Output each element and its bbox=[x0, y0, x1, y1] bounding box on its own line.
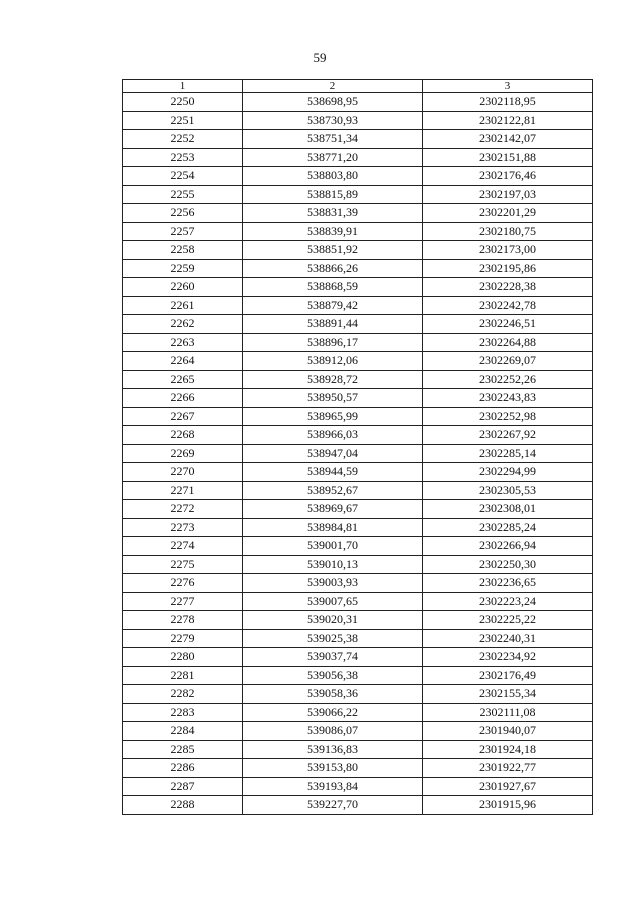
x-coordinate-cell: 539003,93 bbox=[243, 574, 423, 593]
point-number-cell: 2282 bbox=[123, 685, 243, 704]
point-number-cell: 2255 bbox=[123, 185, 243, 204]
x-coordinate-cell: 538966,03 bbox=[243, 426, 423, 445]
point-number-cell: 2271 bbox=[123, 481, 243, 500]
table-row bbox=[123, 648, 593, 667]
x-coordinate-cell: 538950,57 bbox=[243, 389, 423, 408]
x-coordinate-cell: 539010,13 bbox=[243, 555, 423, 574]
table-row bbox=[123, 389, 593, 408]
y-coordinate-cell: 2302308,01 bbox=[423, 500, 593, 519]
x-coordinate-cell: 538891,44 bbox=[243, 315, 423, 334]
point-number-cell: 2257 bbox=[123, 222, 243, 241]
y-coordinate-cell: 2302180,75 bbox=[423, 222, 593, 241]
table-row bbox=[123, 518, 593, 537]
point-number-cell: 2263 bbox=[123, 333, 243, 352]
point-number-cell: 2268 bbox=[123, 426, 243, 445]
y-coordinate-cell: 2302173,00 bbox=[423, 241, 593, 260]
point-number-cell: 2265 bbox=[123, 370, 243, 389]
y-coordinate-cell: 2302252,26 bbox=[423, 370, 593, 389]
table-row bbox=[123, 426, 593, 445]
coordinates-table bbox=[122, 79, 593, 815]
table-row bbox=[123, 167, 593, 186]
y-coordinate-cell: 2302223,24 bbox=[423, 592, 593, 611]
point-number-cell: 2285 bbox=[123, 740, 243, 759]
y-coordinate-cell: 2302242,78 bbox=[423, 296, 593, 315]
point-number-cell: 2278 bbox=[123, 611, 243, 630]
point-number-cell: 2283 bbox=[123, 703, 243, 722]
x-coordinate-cell: 538868,59 bbox=[243, 278, 423, 297]
table-row bbox=[123, 407, 593, 426]
y-coordinate-cell: 2302197,03 bbox=[423, 185, 593, 204]
x-coordinate-cell: 538944,59 bbox=[243, 463, 423, 482]
y-coordinate-cell: 2302234,92 bbox=[423, 648, 593, 667]
point-number-cell: 2277 bbox=[123, 592, 243, 611]
x-coordinate-cell: 538896,17 bbox=[243, 333, 423, 352]
table-row bbox=[123, 685, 593, 704]
x-coordinate-cell: 538952,67 bbox=[243, 481, 423, 500]
table-row bbox=[123, 592, 593, 611]
table-row bbox=[123, 352, 593, 371]
table-row bbox=[123, 722, 593, 741]
table-row bbox=[123, 93, 593, 112]
table-header bbox=[123, 80, 593, 93]
table-body bbox=[123, 93, 593, 815]
x-coordinate-cell: 538771,20 bbox=[243, 148, 423, 167]
table-row bbox=[123, 204, 593, 223]
y-coordinate-cell: 2302252,98 bbox=[423, 407, 593, 426]
y-coordinate-cell: 2302122,81 bbox=[423, 111, 593, 130]
x-coordinate-cell: 538698,95 bbox=[243, 93, 423, 112]
y-coordinate-cell: 2302250,30 bbox=[423, 555, 593, 574]
table-row bbox=[123, 333, 593, 352]
point-number-cell: 2254 bbox=[123, 167, 243, 186]
point-number-cell: 2281 bbox=[123, 666, 243, 685]
x-coordinate-cell: 538969,67 bbox=[243, 500, 423, 519]
table-row bbox=[123, 629, 593, 648]
table-row bbox=[123, 259, 593, 278]
point-number-cell: 2261 bbox=[123, 296, 243, 315]
point-number-cell: 2264 bbox=[123, 352, 243, 371]
y-coordinate-cell: 2302236,65 bbox=[423, 574, 593, 593]
y-coordinate-cell: 2302305,53 bbox=[423, 481, 593, 500]
point-number-cell: 2258 bbox=[123, 241, 243, 260]
y-coordinate-cell: 2302111,08 bbox=[423, 703, 593, 722]
x-coordinate-cell: 538912,06 bbox=[243, 352, 423, 371]
x-coordinate-cell: 538851,92 bbox=[243, 241, 423, 260]
y-coordinate-cell: 2302201,29 bbox=[423, 204, 593, 223]
y-coordinate-cell: 2301915,96 bbox=[423, 796, 593, 815]
point-number-cell: 2270 bbox=[123, 463, 243, 482]
point-number-cell: 2259 bbox=[123, 259, 243, 278]
x-coordinate-cell: 539007,65 bbox=[243, 592, 423, 611]
y-coordinate-cell: 2302228,38 bbox=[423, 278, 593, 297]
y-coordinate-cell: 2302176,49 bbox=[423, 666, 593, 685]
x-coordinate-cell: 538751,34 bbox=[243, 130, 423, 149]
table-row bbox=[123, 481, 593, 500]
x-coordinate-cell: 539227,70 bbox=[243, 796, 423, 815]
point-number-cell: 2272 bbox=[123, 500, 243, 519]
point-number-cell: 2256 bbox=[123, 204, 243, 223]
y-coordinate-cell: 2302246,51 bbox=[423, 315, 593, 334]
table-row bbox=[123, 796, 593, 815]
column-header-y: 3 bbox=[423, 80, 593, 93]
y-coordinate-cell: 2302269,07 bbox=[423, 352, 593, 371]
point-number-cell: 2275 bbox=[123, 555, 243, 574]
y-coordinate-cell: 2301924,18 bbox=[423, 740, 593, 759]
point-number-cell: 2251 bbox=[123, 111, 243, 130]
x-coordinate-cell: 538831,39 bbox=[243, 204, 423, 223]
table-row bbox=[123, 444, 593, 463]
point-number-cell: 2273 bbox=[123, 518, 243, 537]
table-row bbox=[123, 315, 593, 334]
y-coordinate-cell: 2302266,94 bbox=[423, 537, 593, 556]
y-coordinate-cell: 2301927,67 bbox=[423, 777, 593, 796]
y-coordinate-cell: 2302151,88 bbox=[423, 148, 593, 167]
point-number-cell: 2253 bbox=[123, 148, 243, 167]
y-coordinate-cell: 2302195,86 bbox=[423, 259, 593, 278]
x-coordinate-cell: 539136,83 bbox=[243, 740, 423, 759]
point-number-cell: 2276 bbox=[123, 574, 243, 593]
y-coordinate-cell: 2302142,07 bbox=[423, 130, 593, 149]
table-row bbox=[123, 500, 593, 519]
y-coordinate-cell: 2302155,34 bbox=[423, 685, 593, 704]
table-row bbox=[123, 296, 593, 315]
point-number-cell: 2287 bbox=[123, 777, 243, 796]
x-coordinate-cell: 538730,93 bbox=[243, 111, 423, 130]
table-row bbox=[123, 703, 593, 722]
table-row bbox=[123, 130, 593, 149]
x-coordinate-cell: 539025,38 bbox=[243, 629, 423, 648]
page-number: 59 bbox=[313, 50, 327, 65]
y-coordinate-cell: 2302267,92 bbox=[423, 426, 593, 445]
point-number-cell: 2266 bbox=[123, 389, 243, 408]
y-coordinate-cell: 2302285,14 bbox=[423, 444, 593, 463]
x-coordinate-cell: 539001,70 bbox=[243, 537, 423, 556]
x-coordinate-cell: 538803,80 bbox=[243, 167, 423, 186]
x-coordinate-cell: 538928,72 bbox=[243, 370, 423, 389]
y-coordinate-cell: 2302285,24 bbox=[423, 518, 593, 537]
point-number-cell: 2267 bbox=[123, 407, 243, 426]
table-row bbox=[123, 185, 593, 204]
table-row bbox=[123, 574, 593, 593]
header-row bbox=[123, 80, 593, 93]
point-number-cell: 2288 bbox=[123, 796, 243, 815]
x-coordinate-cell: 539037,74 bbox=[243, 648, 423, 667]
table-row bbox=[123, 777, 593, 796]
point-number-cell: 2284 bbox=[123, 722, 243, 741]
x-coordinate-cell: 539058,36 bbox=[243, 685, 423, 704]
x-coordinate-cell: 538965,99 bbox=[243, 407, 423, 426]
x-coordinate-cell: 538947,04 bbox=[243, 444, 423, 463]
x-coordinate-cell: 539066,22 bbox=[243, 703, 423, 722]
y-coordinate-cell: 2302176,46 bbox=[423, 167, 593, 186]
x-coordinate-cell: 538879,42 bbox=[243, 296, 423, 315]
point-number-cell: 2286 bbox=[123, 759, 243, 778]
table-row bbox=[123, 611, 593, 630]
x-coordinate-cell: 539193,84 bbox=[243, 777, 423, 796]
x-coordinate-cell: 539056,38 bbox=[243, 666, 423, 685]
y-coordinate-cell: 2302118,95 bbox=[423, 93, 593, 112]
table-row bbox=[123, 555, 593, 574]
table-row bbox=[123, 666, 593, 685]
table-row bbox=[123, 222, 593, 241]
y-coordinate-cell: 2302294,99 bbox=[423, 463, 593, 482]
y-coordinate-cell: 2302243,83 bbox=[423, 389, 593, 408]
table-row bbox=[123, 278, 593, 297]
y-coordinate-cell: 2301922,77 bbox=[423, 759, 593, 778]
point-number-cell: 2262 bbox=[123, 315, 243, 334]
x-coordinate-cell: 538839,91 bbox=[243, 222, 423, 241]
y-coordinate-cell: 2301940,07 bbox=[423, 722, 593, 741]
point-number-cell: 2274 bbox=[123, 537, 243, 556]
column-header-point-number: 1 bbox=[123, 80, 243, 93]
table-row bbox=[123, 759, 593, 778]
table-row bbox=[123, 370, 593, 389]
point-number-cell: 2269 bbox=[123, 444, 243, 463]
y-coordinate-cell: 2302225,22 bbox=[423, 611, 593, 630]
table-row bbox=[123, 111, 593, 130]
column-header-x: 2 bbox=[243, 80, 423, 93]
x-coordinate-cell: 539020,31 bbox=[243, 611, 423, 630]
table-row bbox=[123, 740, 593, 759]
x-coordinate-cell: 539153,80 bbox=[243, 759, 423, 778]
x-coordinate-cell: 538866,26 bbox=[243, 259, 423, 278]
table-row bbox=[123, 241, 593, 260]
table-row bbox=[123, 537, 593, 556]
point-number-cell: 2250 bbox=[123, 93, 243, 112]
y-coordinate-cell: 2302264,88 bbox=[423, 333, 593, 352]
table-row bbox=[123, 463, 593, 482]
point-number-cell: 2260 bbox=[123, 278, 243, 297]
point-number-cell: 2279 bbox=[123, 629, 243, 648]
x-coordinate-cell: 539086,07 bbox=[243, 722, 423, 741]
y-coordinate-cell: 2302240,31 bbox=[423, 629, 593, 648]
x-coordinate-cell: 538815,89 bbox=[243, 185, 423, 204]
point-number-cell: 2280 bbox=[123, 648, 243, 667]
table-row bbox=[123, 148, 593, 167]
x-coordinate-cell: 538984,81 bbox=[243, 518, 423, 537]
point-number-cell: 2252 bbox=[123, 130, 243, 149]
